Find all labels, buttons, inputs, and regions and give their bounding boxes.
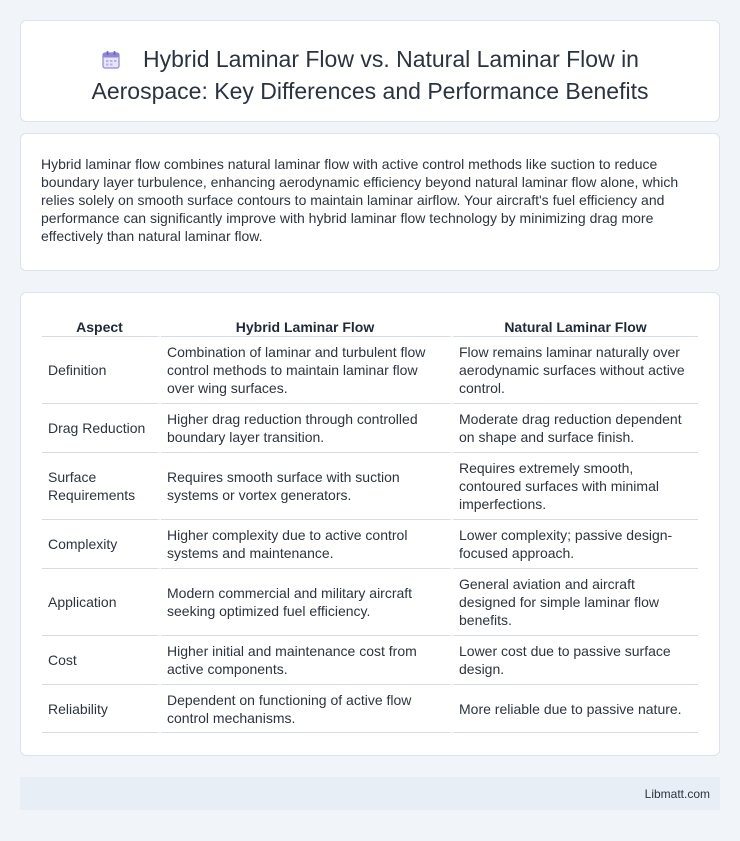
intro-card [20, 133, 720, 271]
cell-aspect: Cost [42, 635, 161, 684]
cell-aspect: Application [42, 568, 161, 635]
title-card [20, 20, 720, 122]
table-row [42, 635, 698, 684]
table-row [42, 568, 698, 635]
table-header-row [42, 314, 698, 336]
cell-natural: Lower complexity; passive design-focused approach. [453, 519, 698, 568]
cell-aspect: Reliability [42, 684, 161, 733]
footer [20, 777, 720, 810]
cell-aspect: Surface Requirements [42, 452, 161, 519]
table-row [42, 452, 698, 519]
cell-hybrid: Higher initial and maintenance cost from active components. [161, 635, 453, 684]
cell-natural: Moderate drag reduction dependent on shape and surface finish. [453, 403, 698, 452]
intro-paragraph: Hybrid laminar flow combines natural laminar flow with active control methods like suction to reduce boundary layer turbulence, enhancing aerodynamic efficiency beyond natural laminar flow alone, which relies solely on smooth surface contours to maintain laminar airflow. Your aircraft's fuel efficiency and performance can significantly improve with hybrid laminar flow technology by minimizing drag more effectively than natural laminar flow. [41, 156, 679, 244]
header-natural: Natural Laminar Flow [504, 319, 647, 335]
cell-hybrid: Dependent on functioning of active flow control mechanisms. [161, 684, 453, 733]
cell-hybrid: Requires smooth surface with suction systems or vortex generators. [161, 452, 453, 519]
cell-natural: Lower cost due to passive surface design. [453, 635, 698, 684]
cell-natural: Flow remains laminar naturally over aerodynamic surfaces without active control. [453, 336, 698, 403]
table-row [42, 336, 698, 403]
footer-brand[interactable]: Libmatt.com [644, 787, 710, 801]
cell-aspect: Complexity [42, 519, 161, 568]
cell-natural: More reliable due to passive nature. [453, 684, 698, 733]
cell-natural: General aviation and aircraft designed for simple laminar flow benefits. [453, 568, 698, 635]
page-title [21, 21, 719, 106]
header-aspect: Aspect [42, 314, 161, 336]
comparison-table [42, 314, 698, 733]
header-hybrid: Hybrid Laminar Flow [161, 314, 453, 336]
cell-hybrid: Higher drag reduction through controlled boundary layer transition. [161, 403, 453, 452]
cell-hybrid: Combination of laminar and turbulent flow control methods to maintain laminar flow over wing surfaces. [161, 336, 453, 403]
comparison-card [20, 292, 720, 756]
table-row [42, 519, 698, 568]
table-row [42, 684, 698, 733]
page-title-text: Hybrid Laminar Flow vs. Natural Laminar Flow in Aerospace: Key Differences and Performance Benefits [91, 46, 649, 104]
cell-hybrid: Modern commercial and military aircraft seeking optimized fuel efficiency. [161, 568, 453, 635]
table-row [42, 403, 698, 452]
cell-aspect: Definition [42, 336, 161, 403]
calendar-icon [101, 48, 121, 77]
cell-hybrid: Higher complexity due to active control systems and maintenance. [161, 519, 453, 568]
cell-aspect: Drag Reduction [42, 403, 161, 452]
cell-natural: Requires extremely smooth, contoured surfaces with minimal imperfections. [453, 452, 698, 519]
